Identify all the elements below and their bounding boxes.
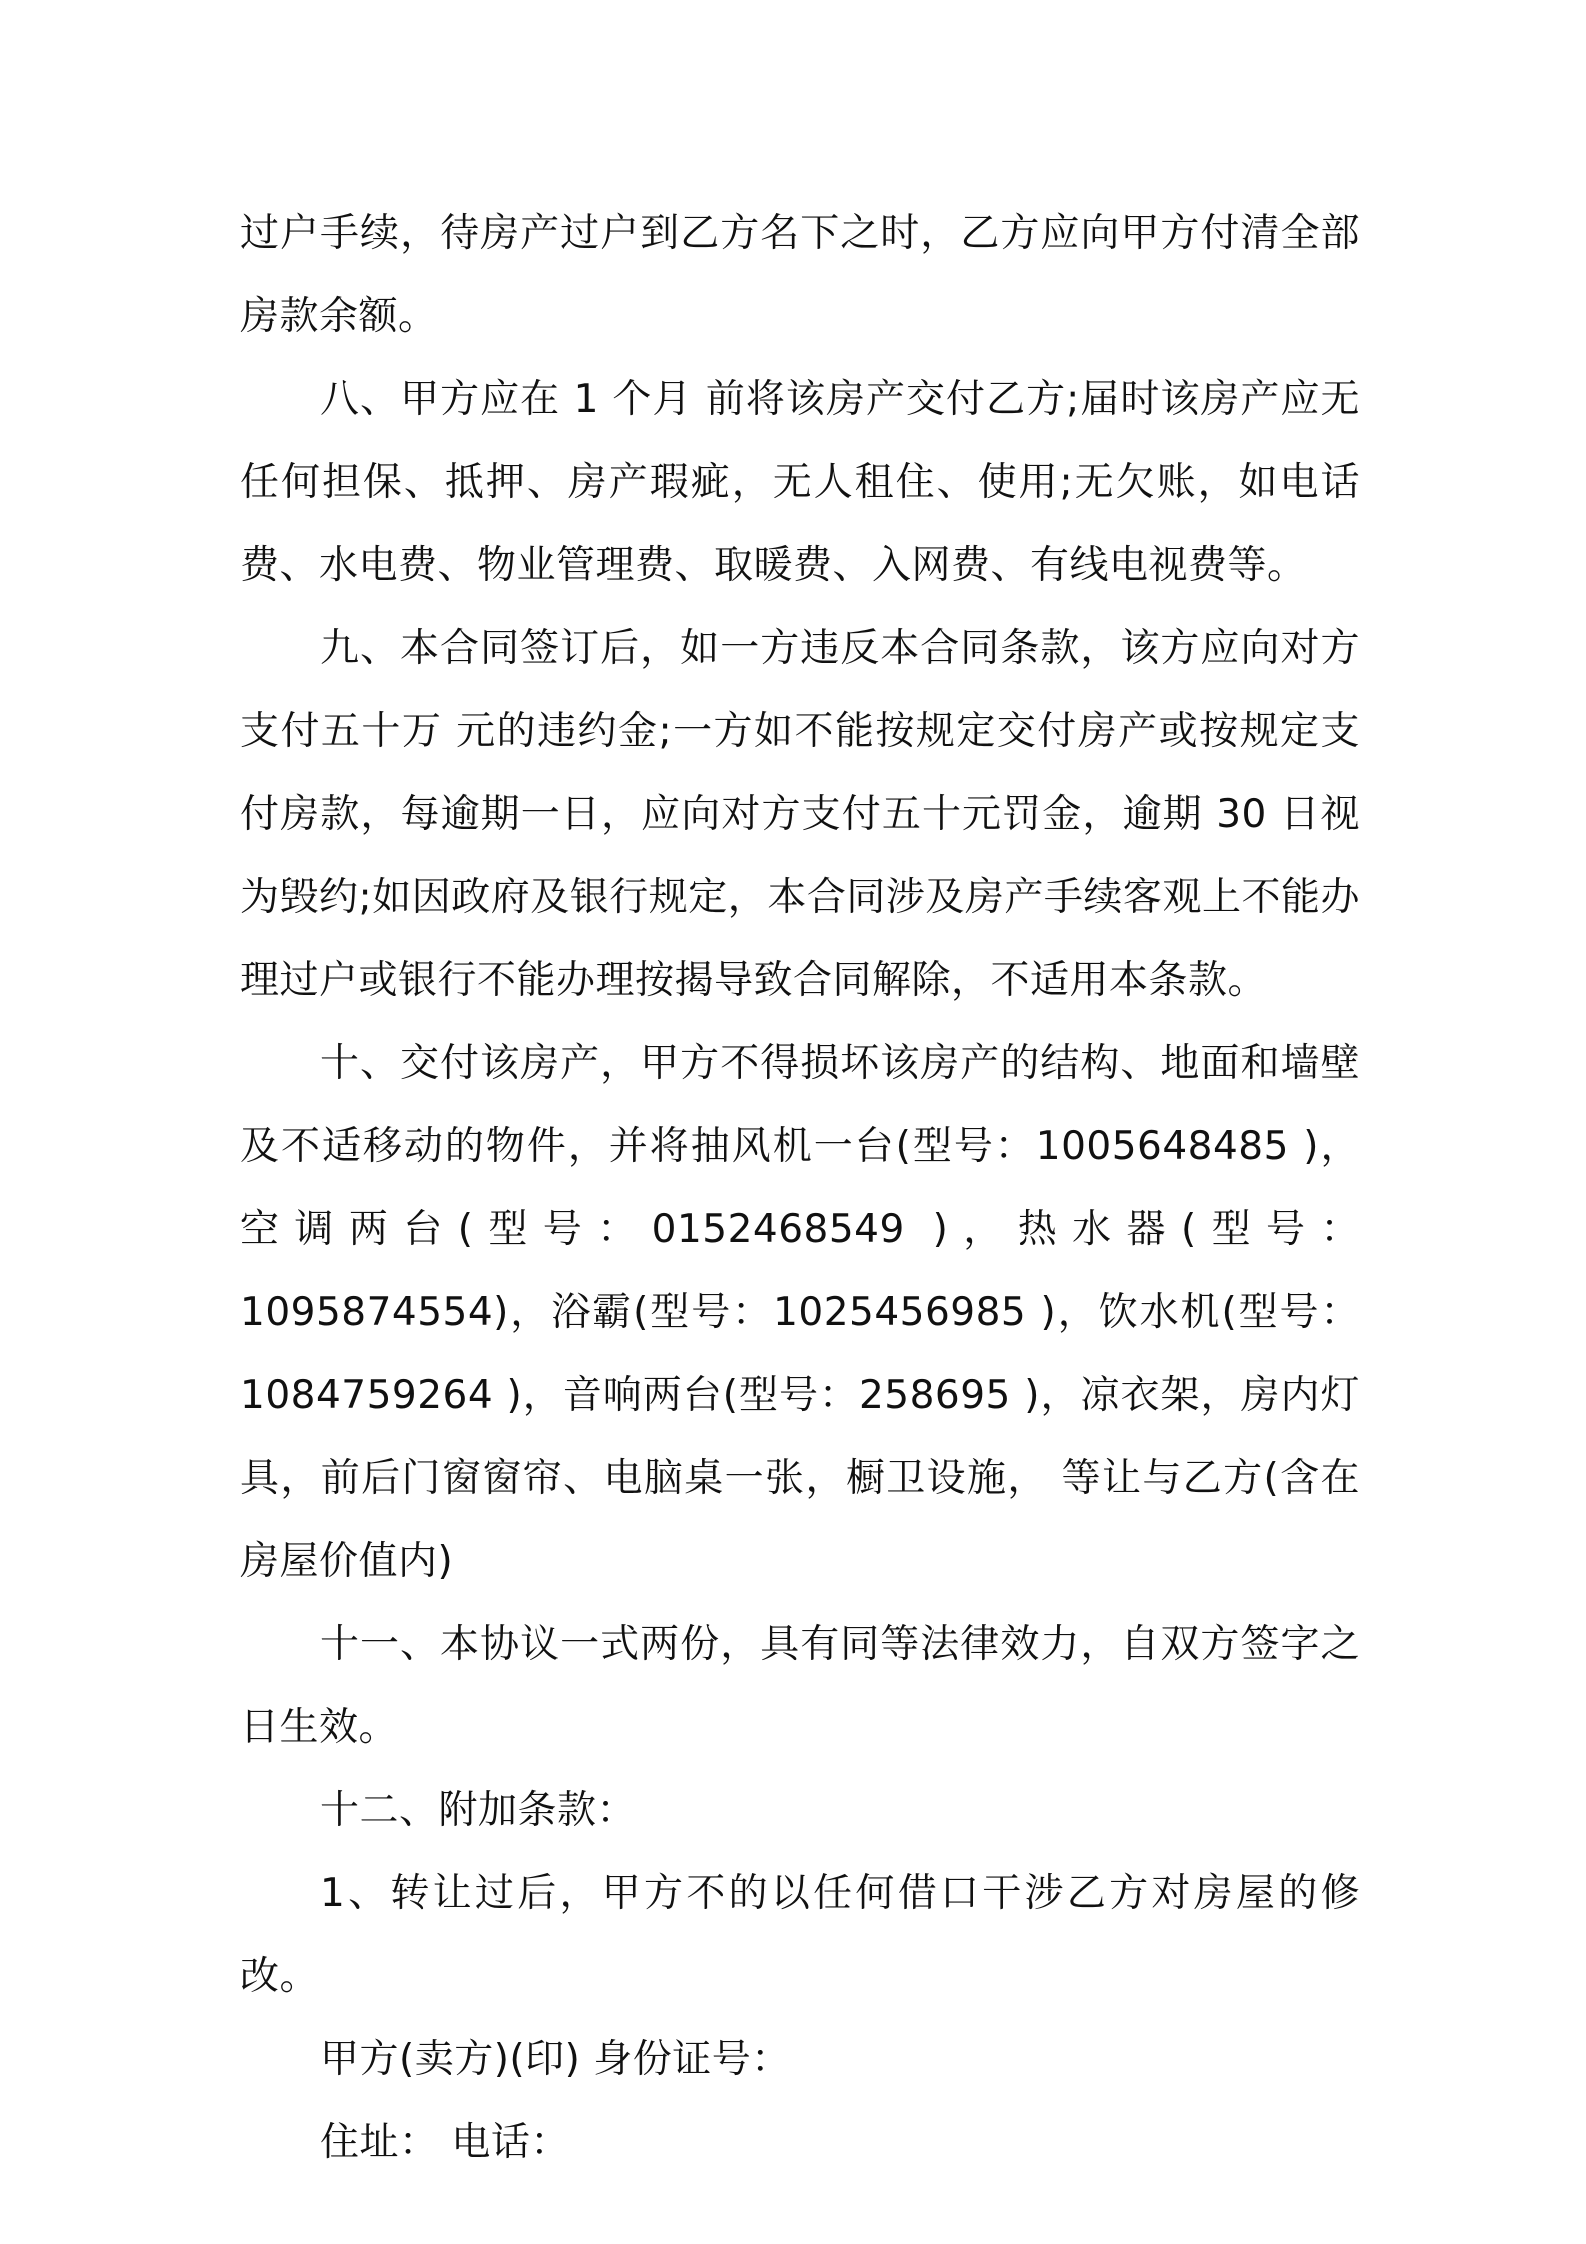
paragraph-clause-10: 十、交付该房产，甲方不得损坏该房产的结构、地面和墙壁及不适移动的物件，并将抽风机一台(型号：1005648485 )，空调两台(型号：0152468549 )，热水器(型号：1095874554)，浴霸(型号：1025456985 )，饮水机(型号：1084759264 )，音响两台(型号：258695 )，凉衣架，房内灯具，前后门窗窗帘、电脑桌一张，橱卫设施， 等让与乙方(含在房屋价值内) — [240, 1041, 1360, 1584]
paragraph-transfer-procedure: 过户手续，待房产过户到乙方名下之时，乙方应向甲方付清全部房款余额。 — [240, 211, 1360, 339]
paragraph-clause-11: 十一、本协议一式两份，具有同等法律效力，自双方签字之日生效。 — [240, 1622, 1360, 1750]
address-phone-line: 住址： 电话： — [320, 2120, 570, 2165]
document-body — [240, 192, 1360, 2184]
paragraph-additional-term-1: 1、转让过后，甲方不的以任何借口干涉乙方对房屋的修改。 — [240, 1871, 1360, 1999]
party-a-signature-line: 甲方(卖方)(印) 身份证号： — [320, 2037, 791, 2082]
paragraph-clause-9: 九、本合同签订后，如一方违反本合同条款，该方应向对方支付五十万 元的违约金;一方如不能按规定交付房产或按规定支付房款，每逾期一日，应向对方支付五十元罚金，逾期 30 日视为毁约;如因政府及银行规定，本合同涉及房产手续客观上不能办理过户或银行不能办理按揭导致合同解除，不适用本条款。 — [240, 626, 1360, 1003]
paragraph-clause-12-heading: 十二、附加条款： — [320, 1788, 637, 1833]
paragraph-clause-8: 八、甲方应在 1 个月 前将该房产交付乙方;届时该房产应无任何担保、抵押、房产瑕疵，无人租住、使用;无欠账，如电话费、水电费、物业管理费、取暖费、入网费、有线电视费等。 — [240, 377, 1360, 588]
